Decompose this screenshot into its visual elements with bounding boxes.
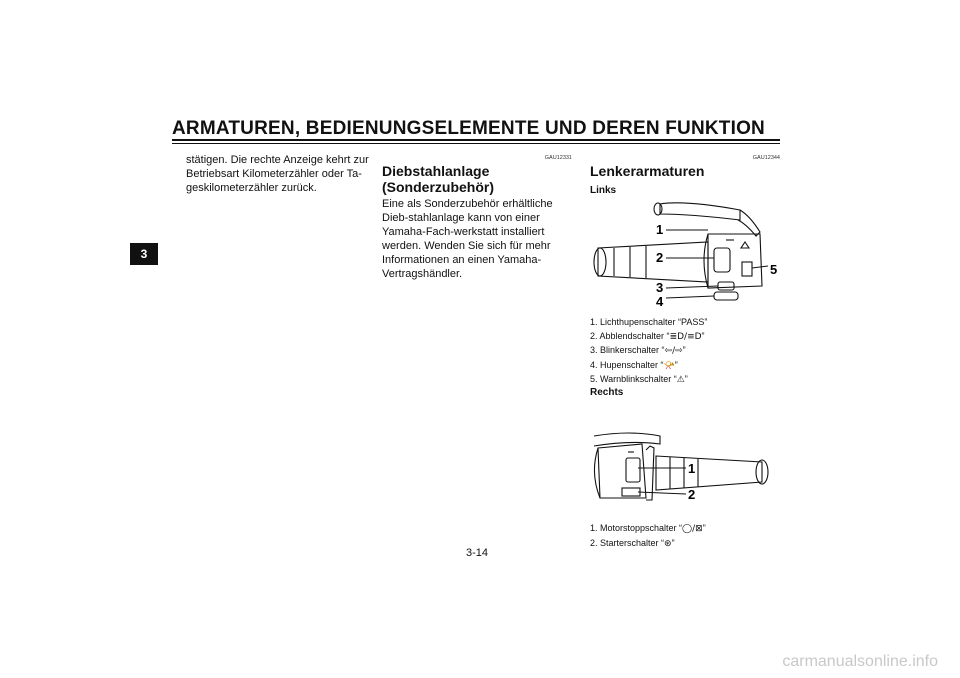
left-handlebar-figure: [590, 196, 785, 308]
fig-left-label-3: 3: [656, 280, 664, 295]
left-legend-item-1: 1. Lichthupenschalter “PASS”: [590, 317, 708, 327]
column-1: [186, 153, 371, 195]
section-text: Eine als Sonderzubehör erhältliche Dieb-stahlanlage kann von einer Yamaha-Fach-werkstatt installiert werden. Wenden Sie sich für mehr Informationen an einen Yamaha-Vertragshändler.: [382, 198, 553, 280]
right-handlebar-figure: [590, 428, 780, 506]
left-legend-item-2: 2. Abblendschalter “≣D/≡D”: [590, 330, 705, 342]
fig-left-label-1: 1: [656, 222, 664, 237]
left-heading: Links: [590, 185, 617, 196]
right-legend: [590, 522, 706, 551]
column-2: [382, 155, 572, 281]
left-legend-item-3: 3. Blinkerschalter “⇦/⇨”: [590, 345, 686, 356]
hazard-icon: ⚠: [676, 375, 685, 385]
watermark: carmanualsonline.info: [782, 653, 938, 670]
title-rule-thin: [172, 143, 780, 144]
section-heading: Diebstahlanlage (Sonderzubehör): [382, 163, 494, 195]
headlight-icon: ≣D/≡D: [669, 331, 702, 342]
left-legend: [590, 316, 707, 388]
starter-icon: ⊛: [664, 538, 672, 549]
left-legend-item-4: 4. Hupenschalter “📯”: [590, 359, 678, 371]
engine-stop-icon: ◯/⊠: [682, 524, 703, 534]
right-heading: Rechts: [590, 387, 624, 398]
fig-left-label-2: 2: [656, 250, 664, 265]
page-title: ARMATUREN, BEDIENUNGSELEMENTE UND DEREN FUNKTION: [172, 118, 765, 139]
right-legend-item-1: 1. Motorstoppschalter “◯/⊠”: [590, 523, 706, 534]
left-legend-item-5: 5. Warnblinkschalter “⚠”: [590, 374, 688, 385]
fig-left-label-4: 4: [656, 294, 664, 308]
column-3: [590, 155, 780, 196]
right-legend-item-2: 2. Starterschalter “⊛”: [590, 537, 675, 549]
chapter-tab: 3: [130, 243, 158, 265]
continued-text: stätigen. Die rechte Anzeige kehrt zur Betriebsart Kilometerzähler oder Ta-geskilometerzähler zurück.: [186, 154, 369, 194]
fig-left-label-5: 5: [770, 262, 778, 277]
fig-right-label-1: 1: [688, 461, 696, 476]
section-code: GAU12331: [544, 155, 572, 161]
page-number: 3-14: [466, 547, 489, 559]
turn-signal-icon: ⇦/⇨: [664, 346, 683, 356]
section-heading: Lenkerarmaturen: [590, 163, 705, 179]
horn-icon: 📯: [663, 360, 675, 371]
section-code: GAU12344: [752, 155, 780, 161]
fig-right-label-2: 2: [688, 487, 696, 502]
title-rule: [172, 139, 780, 141]
